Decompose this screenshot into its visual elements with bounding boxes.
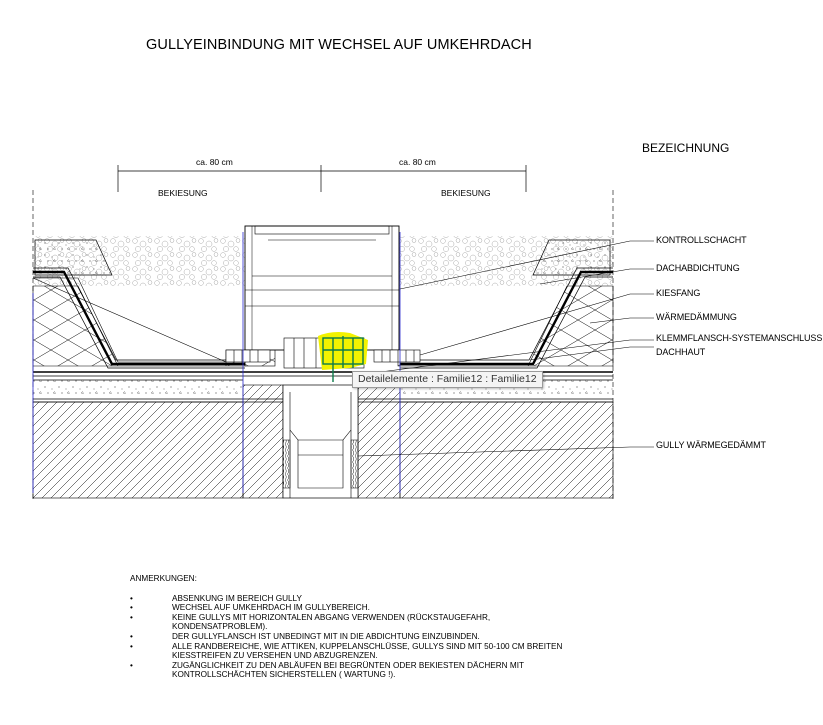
- label-dachabdichtung: DACHABDICHTUNG: [656, 263, 740, 273]
- label-gully: GULLY WÄRMEGEDÄMMT: [656, 440, 766, 450]
- label-dachhaut: DACHHAUT: [656, 347, 706, 357]
- notes-list: [130, 594, 572, 680]
- note-item: • ABSENKUNG IM BEREICH GULLY: [130, 593, 302, 603]
- label-kiesfang: KIESFANG: [656, 288, 701, 298]
- drawing-title: GULLYEINBINDUNG MIT WECHSEL AUF UMKEHRDACH: [146, 37, 532, 53]
- note-item: • KEINE GULLYS MIT HORIZONTALEN ABGANG VERWENDEN (RÜCKSTAUGEFAHR, KONDENSATPROBLEM).: [130, 612, 491, 632]
- note-item: • WECHSEL AUF UMKEHRDACH IM GULLYBEREICH.: [130, 603, 370, 613]
- gully-pipe: [283, 385, 358, 498]
- note-item: • ALLE RANDBEREICHE, WIE ATTIKEN, KUPPELANSCHLÜSSE, GULLYS SIND MIT 50-100 CM BREITEN KIESSTREIFEN ZU VERSEHEN UND ABZUGRENZEN.: [130, 641, 563, 661]
- gravel-label-right: BEKIESUNG: [441, 188, 491, 198]
- note-item: • DER GULLYFLANSCH IST UNBEDINGT MIT IN DIE ABDICHTUNG EINZUBINDEN.: [130, 631, 480, 641]
- inspection-shaft: [245, 226, 399, 350]
- dimension-left: ca. 80 cm: [196, 157, 233, 167]
- dimension-right: ca. 80 cm: [399, 157, 436, 167]
- notes-block: [130, 574, 572, 680]
- note-item: • ZUGÄNGLICHKEIT ZU DEN ABLÄUFEN BEI BEGRÜNTEN ODER BEKIESTEN DÄCHERN MIT KONTROLLSCHÄCHTEN SICHERSTELLEN ( WARTUNG !).: [130, 660, 524, 680]
- label-klemmflansch: KLEMMFLANSCH-SYSTEMANSCHLUSS: [656, 333, 823, 343]
- gravel-label-left: BEKIESUNG: [158, 188, 208, 198]
- notes-heading: ANMERKUNGEN:: [130, 574, 197, 583]
- element-tooltip: Detailelemente : Familie12 : Familie12: [352, 371, 543, 388]
- label-kontrollschacht: KONTROLLSCHACHT: [656, 235, 747, 245]
- label-waermedaemmung: WÄRMEDÄMMUNG: [656, 312, 737, 322]
- legend-heading: BEZEICHNUNG: [642, 141, 730, 155]
